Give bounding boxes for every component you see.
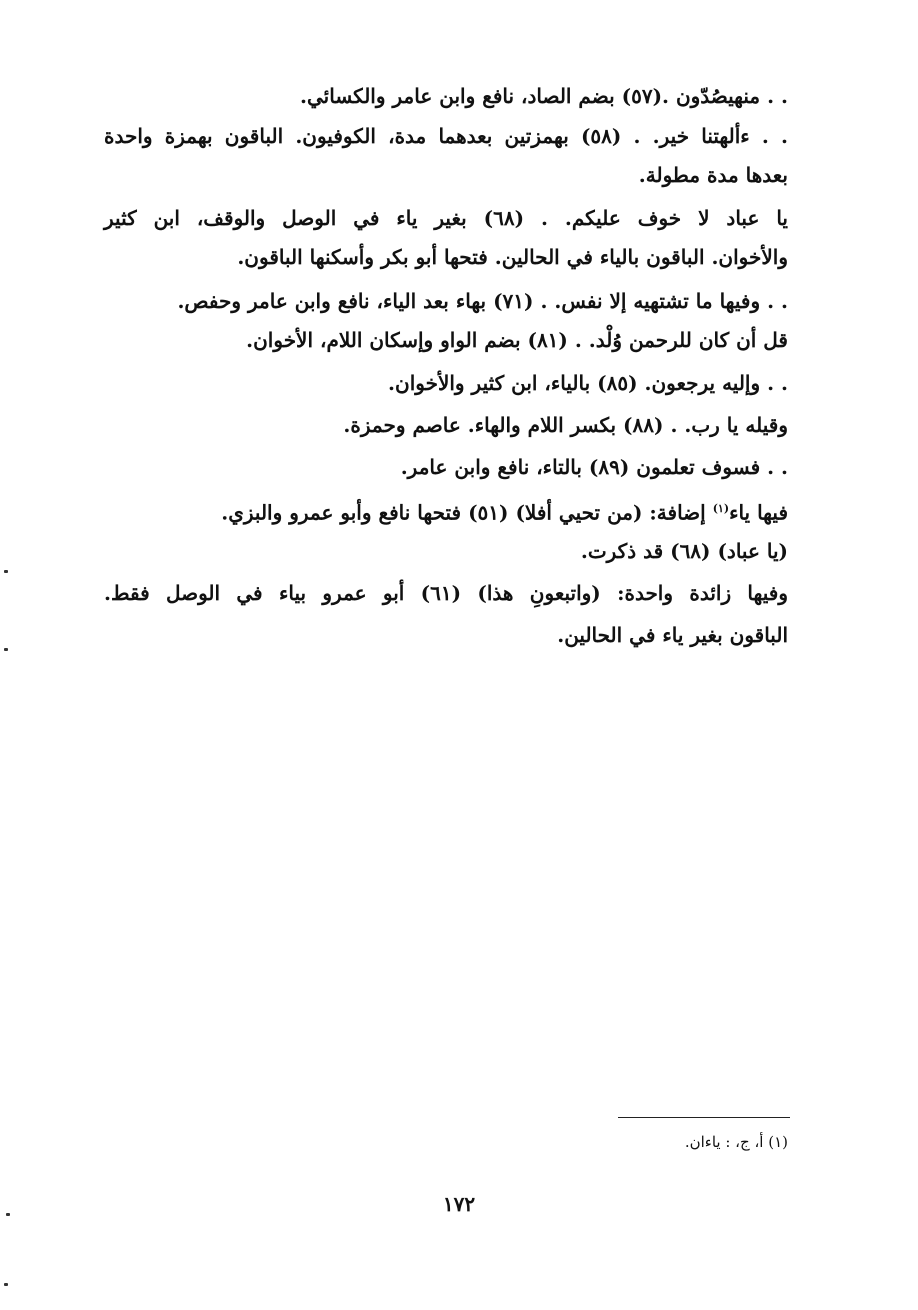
text-line-4: يا عباد لا خوف عليكم. . (٦٨) بغير ياء في الوصل والوقف، ابن كثير xyxy=(104,206,788,230)
scan-speck xyxy=(4,648,8,651)
text-line-7: قل أن كان للرحمن وُلْد. . (٨١) بضم الواو وإسكان اللام، الأخوان. xyxy=(246,328,788,352)
text-line-3: بعدها مدة مطولة. xyxy=(638,163,788,187)
scan-speck xyxy=(4,570,8,573)
text-line-6: . . وفيها ما تشتهيه إلا نفس. . (٧١) بهاء بعد الياء، نافع وابن عامر وحفص. xyxy=(177,289,788,313)
text-line-12: (يا عباد) (٦٨) قد ذكرت. xyxy=(580,539,788,563)
text-line-11-prefix: فيها ياء xyxy=(729,500,788,525)
text-line-5: والأخوان. الباقون بالياء في الحالين. فتحها أبو بكر وأسكنها الباقون. xyxy=(237,245,788,269)
footnote-separator xyxy=(618,1117,790,1118)
text-line-2: . . ءألهتنا خير. . (٥٨) بهمزتين بعدهما مدة، الكوفيون. الباقون بهمزة واحدة xyxy=(104,124,788,148)
text-line-1: . . منهيصُدّون .(٥٧) بضم الصاد، نافع وابن عامر والكسائي. xyxy=(300,84,788,108)
footnote: (١) أ، ج، : ياءان. xyxy=(684,1133,788,1151)
text-line-13: وفيها زائدة واحدة: (واتبعونِ هذا) (٦١) أبو عمرو بياء في الوصل فقط. xyxy=(104,581,788,605)
text-line-14: الباقون بغير ياء في الحالين. xyxy=(557,623,788,647)
footnote-mark: (١) xyxy=(712,502,730,515)
text-line-9: وقيله يا رب. . (٨٨) بكسر اللام والهاء. عاصم وحمزة. xyxy=(343,413,788,437)
page-number: ١٧٢ xyxy=(442,1192,476,1216)
text-line-11 xyxy=(221,495,788,527)
scan-speck xyxy=(6,1213,10,1216)
scan-speck xyxy=(4,1283,8,1286)
text-line-10: . . فسوف تعلمون (٨٩) بالتاء، نافع وابن عامر. xyxy=(400,455,788,479)
text-line-11-body: إضافة: (من تحيي أفلا) (٥١) فتحها نافع وأبو عمرو والبزي. xyxy=(221,500,706,525)
text-line-8: . . وإليه يرجعون. (٨٥) بالياء، ابن كثير والأخوان. xyxy=(388,371,788,395)
